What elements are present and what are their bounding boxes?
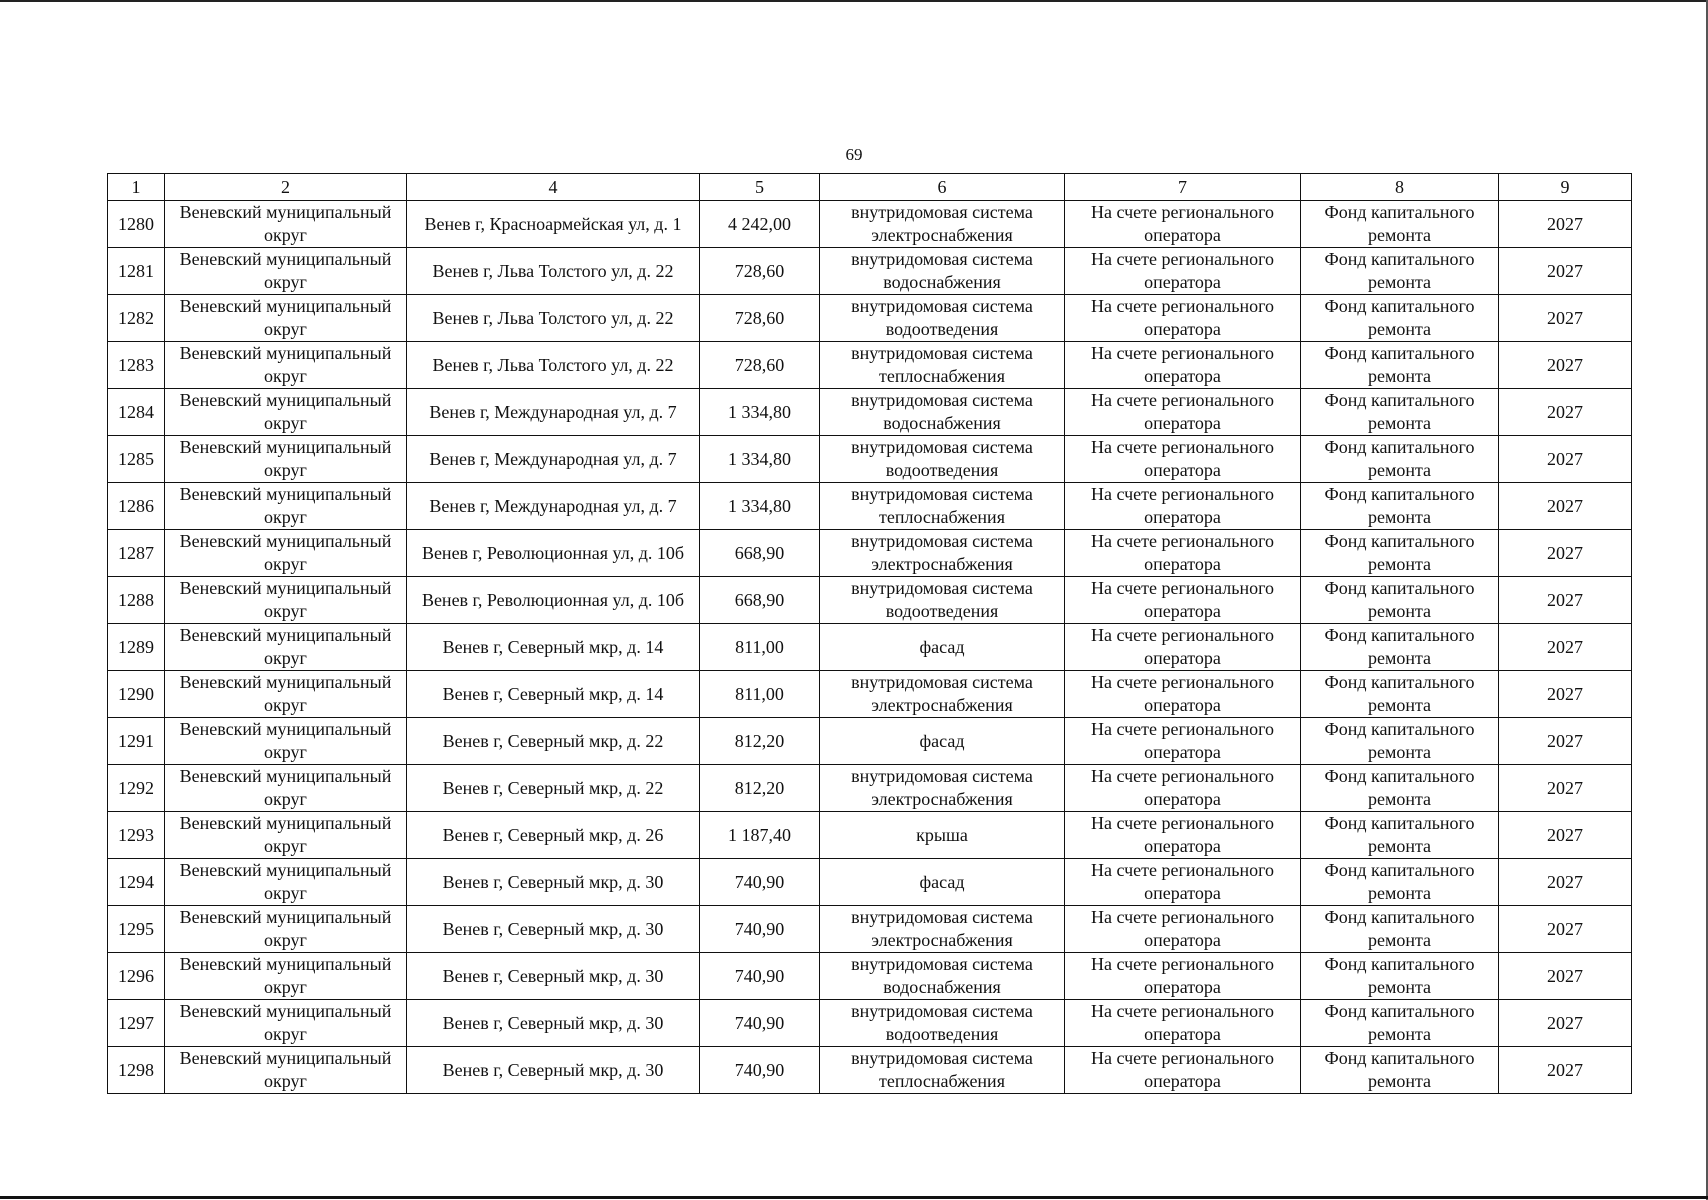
cell-address: Венев г, Северный мкр, д. 14 (407, 671, 700, 718)
cell-year: 2027 (1499, 342, 1632, 389)
cell-account: На счете регионального оператора (1065, 953, 1301, 1000)
cell-year: 2027 (1499, 1000, 1632, 1047)
table-row (108, 953, 1632, 1000)
cell-account: На счете регионального оператора (1065, 906, 1301, 953)
cell-address: Венев г, Льва Толстого ул, д. 22 (407, 248, 700, 295)
table-body (108, 201, 1632, 1094)
table-row (108, 812, 1632, 859)
cell-source: Фонд капитального ремонта (1301, 859, 1499, 906)
cell-address: Венев г, Международная ул, д. 7 (407, 483, 700, 530)
header-col-number: 1 (108, 174, 165, 201)
cell-year: 2027 (1499, 295, 1632, 342)
cell-source: Фонд капитального ремонта (1301, 483, 1499, 530)
scan-top-edge (0, 0, 1708, 2)
cell-account: На счете регионального оператора (1065, 530, 1301, 577)
cell-source: Фонд капитального ремонта (1301, 389, 1499, 436)
cell-system: внутридомовая система теплоснабжения (820, 342, 1065, 389)
cell-district: Веневский муниципальный округ (165, 859, 407, 906)
cell-number: 1291 (108, 718, 165, 765)
cell-district: Веневский муниципальный округ (165, 577, 407, 624)
cell-number: 1285 (108, 436, 165, 483)
cell-district: Веневский муниципальный округ (165, 295, 407, 342)
header-col-address: 4 (407, 174, 700, 201)
cell-year: 2027 (1499, 624, 1632, 671)
cell-address: Венев г, Северный мкр, д. 30 (407, 859, 700, 906)
cell-address: Венев г, Красноармейская ул, д. 1 (407, 201, 700, 248)
header-col-year: 9 (1499, 174, 1632, 201)
cell-address: Венев г, Северный мкр, д. 30 (407, 906, 700, 953)
cell-source: Фонд капитального ремонта (1301, 1000, 1499, 1047)
cell-account: На счете регионального оператора (1065, 436, 1301, 483)
cell-area: 740,90 (700, 1000, 820, 1047)
cell-source: Фонд капитального ремонта (1301, 953, 1499, 1000)
table-row (108, 295, 1632, 342)
cell-source: Фонд капитального ремонта (1301, 624, 1499, 671)
cell-account: На счете регионального оператора (1065, 295, 1301, 342)
cell-district: Веневский муниципальный округ (165, 812, 407, 859)
header-col-district: 2 (165, 174, 407, 201)
cell-source: Фонд капитального ремонта (1301, 812, 1499, 859)
cell-year: 2027 (1499, 812, 1632, 859)
cell-area: 740,90 (700, 906, 820, 953)
cell-district: Веневский муниципальный округ (165, 389, 407, 436)
cell-number: 1287 (108, 530, 165, 577)
cell-source: Фонд капитального ремонта (1301, 765, 1499, 812)
cell-district: Веневский муниципальный округ (165, 765, 407, 812)
cell-source: Фонд капитального ремонта (1301, 201, 1499, 248)
cell-account: На счете регионального оператора (1065, 718, 1301, 765)
cell-district: Веневский муниципальный округ (165, 436, 407, 483)
cell-system: внутридомовая система водоотведения (820, 436, 1065, 483)
cell-year: 2027 (1499, 953, 1632, 1000)
cell-address: Венев г, Северный мкр, д. 22 (407, 765, 700, 812)
cell-number: 1293 (108, 812, 165, 859)
header-row (108, 174, 1632, 201)
cell-number: 1295 (108, 906, 165, 953)
cell-number: 1298 (108, 1047, 165, 1094)
cell-year: 2027 (1499, 530, 1632, 577)
cell-system: внутридомовая система водоотведения (820, 577, 1065, 624)
cell-source: Фонд капитального ремонта (1301, 671, 1499, 718)
cell-area: 728,60 (700, 295, 820, 342)
cell-system: внутридомовая система водоснабжения (820, 248, 1065, 295)
table-row (108, 248, 1632, 295)
cell-year: 2027 (1499, 859, 1632, 906)
table-row (108, 765, 1632, 812)
cell-district: Веневский муниципальный округ (165, 906, 407, 953)
cell-number: 1286 (108, 483, 165, 530)
cell-area: 728,60 (700, 342, 820, 389)
cell-area: 1 334,80 (700, 483, 820, 530)
cell-area: 4 242,00 (700, 201, 820, 248)
cell-address: Венев г, Северный мкр, д. 14 (407, 624, 700, 671)
table-row (108, 671, 1632, 718)
cell-account: На счете регионального оператора (1065, 859, 1301, 906)
cell-area: 740,90 (700, 1047, 820, 1094)
cell-number: 1282 (108, 295, 165, 342)
cell-number: 1284 (108, 389, 165, 436)
table-row (108, 530, 1632, 577)
cell-year: 2027 (1499, 201, 1632, 248)
cell-district: Веневский муниципальный округ (165, 1000, 407, 1047)
cell-system: крыша (820, 812, 1065, 859)
cell-system: внутридомовая система электроснабжения (820, 201, 1065, 248)
cell-account: На счете регионального оператора (1065, 342, 1301, 389)
table-row (108, 577, 1632, 624)
cell-area: 1 334,80 (700, 436, 820, 483)
cell-address: Венев г, Северный мкр, д. 30 (407, 953, 700, 1000)
cell-system: внутридомовая система электроснабжения (820, 530, 1065, 577)
cell-area: 812,20 (700, 718, 820, 765)
cell-account: На счете регионального оператора (1065, 483, 1301, 530)
cell-account: На счете регионального оператора (1065, 671, 1301, 718)
cell-account: На счете регионального оператора (1065, 577, 1301, 624)
cell-account: На счете регионального оператора (1065, 624, 1301, 671)
cell-year: 2027 (1499, 577, 1632, 624)
table-row (108, 389, 1632, 436)
cell-year: 2027 (1499, 389, 1632, 436)
page-number: 69 (845, 145, 863, 164)
cell-number: 1290 (108, 671, 165, 718)
cell-district: Веневский муниципальный округ (165, 201, 407, 248)
table-row (108, 436, 1632, 483)
cell-area: 811,00 (700, 671, 820, 718)
cell-district: Веневский муниципальный округ (165, 342, 407, 389)
cell-number: 1297 (108, 1000, 165, 1047)
cell-system: внутридомовая система водоотведения (820, 295, 1065, 342)
cell-source: Фонд капитального ремонта (1301, 342, 1499, 389)
cell-system: внутридомовая система электроснабжения (820, 906, 1065, 953)
cell-source: Фонд капитального ремонта (1301, 718, 1499, 765)
cell-year: 2027 (1499, 248, 1632, 295)
cell-source: Фонд капитального ремонта (1301, 1047, 1499, 1094)
cell-area: 811,00 (700, 624, 820, 671)
header-col-account: 7 (1065, 174, 1301, 201)
cell-number: 1283 (108, 342, 165, 389)
cell-number: 1294 (108, 859, 165, 906)
table-row (108, 342, 1632, 389)
cell-district: Веневский муниципальный округ (165, 530, 407, 577)
table-row (108, 1000, 1632, 1047)
cell-area: 812,20 (700, 765, 820, 812)
header-col-system: 6 (820, 174, 1065, 201)
cell-year: 2027 (1499, 765, 1632, 812)
cell-system: внутридомовая система электроснабжения (820, 765, 1065, 812)
capital-repair-table (107, 173, 1632, 1094)
cell-area: 668,90 (700, 530, 820, 577)
cell-account: На счете регионального оператора (1065, 389, 1301, 436)
cell-address: Венев г, Льва Толстого ул, д. 22 (407, 342, 700, 389)
cell-area: 1 334,80 (700, 389, 820, 436)
cell-system: внутридомовая система водоснабжения (820, 953, 1065, 1000)
cell-number: 1292 (108, 765, 165, 812)
cell-system: внутридомовая система теплоснабжения (820, 483, 1065, 530)
cell-source: Фонд капитального ремонта (1301, 906, 1499, 953)
cell-district: Веневский муниципальный округ (165, 483, 407, 530)
cell-system: фасад (820, 624, 1065, 671)
header-col-area: 5 (700, 174, 820, 201)
cell-area: 740,90 (700, 953, 820, 1000)
table-row (108, 718, 1632, 765)
cell-address: Венев г, Льва Толстого ул, д. 22 (407, 295, 700, 342)
scan-bottom-edge (0, 1196, 1708, 1199)
cell-source: Фонд капитального ремонта (1301, 295, 1499, 342)
cell-number: 1280 (108, 201, 165, 248)
cell-account: На счете регионального оператора (1065, 1047, 1301, 1094)
table-row (108, 201, 1632, 248)
cell-year: 2027 (1499, 671, 1632, 718)
cell-system: фасад (820, 718, 1065, 765)
cell-account: На счете регионального оператора (1065, 248, 1301, 295)
cell-account: На счете регионального оператора (1065, 812, 1301, 859)
cell-district: Веневский муниципальный округ (165, 671, 407, 718)
table-row (108, 906, 1632, 953)
cell-system: внутридомовая система водоотведения (820, 1000, 1065, 1047)
cell-number: 1288 (108, 577, 165, 624)
cell-district: Веневский муниципальный округ (165, 953, 407, 1000)
cell-account: На счете регионального оператора (1065, 765, 1301, 812)
cell-address: Венев г, Северный мкр, д. 22 (407, 718, 700, 765)
cell-source: Фонд капитального ремонта (1301, 248, 1499, 295)
cell-district: Веневский муниципальный округ (165, 624, 407, 671)
cell-number: 1289 (108, 624, 165, 671)
cell-address: Венев г, Северный мкр, д. 26 (407, 812, 700, 859)
cell-year: 2027 (1499, 718, 1632, 765)
cell-account: На счете регионального оператора (1065, 1000, 1301, 1047)
cell-number: 1296 (108, 953, 165, 1000)
cell-system: фасад (820, 859, 1065, 906)
cell-number: 1281 (108, 248, 165, 295)
table-row (108, 1047, 1632, 1094)
cell-address: Венев г, Революционная ул, д. 10б (407, 530, 700, 577)
cell-district: Веневский муниципальный округ (165, 248, 407, 295)
cell-area: 740,90 (700, 859, 820, 906)
cell-source: Фонд капитального ремонта (1301, 436, 1499, 483)
cell-year: 2027 (1499, 906, 1632, 953)
cell-address: Венев г, Революционная ул, д. 10б (407, 577, 700, 624)
cell-area: 1 187,40 (700, 812, 820, 859)
cell-source: Фонд капитального ремонта (1301, 577, 1499, 624)
header-col-source: 8 (1301, 174, 1499, 201)
table-row (108, 859, 1632, 906)
cell-year: 2027 (1499, 436, 1632, 483)
cell-system: внутридомовая система теплоснабжения (820, 1047, 1065, 1094)
cell-year: 2027 (1499, 483, 1632, 530)
cell-address: Венев г, Северный мкр, д. 30 (407, 1000, 700, 1047)
cell-system: внутридомовая система электроснабжения (820, 671, 1065, 718)
cell-source: Фонд капитального ремонта (1301, 530, 1499, 577)
cell-area: 668,90 (700, 577, 820, 624)
cell-area: 728,60 (700, 248, 820, 295)
cell-address: Венев г, Международная ул, д. 7 (407, 436, 700, 483)
cell-address: Венев г, Северный мкр, д. 30 (407, 1047, 700, 1094)
cell-district: Веневский муниципальный округ (165, 1047, 407, 1094)
cell-year: 2027 (1499, 1047, 1632, 1094)
cell-system: внутридомовая система водоснабжения (820, 389, 1065, 436)
cell-address: Венев г, Международная ул, д. 7 (407, 389, 700, 436)
table-row (108, 624, 1632, 671)
cell-account: На счете регионального оператора (1065, 201, 1301, 248)
cell-district: Веневский муниципальный округ (165, 718, 407, 765)
table-row (108, 483, 1632, 530)
